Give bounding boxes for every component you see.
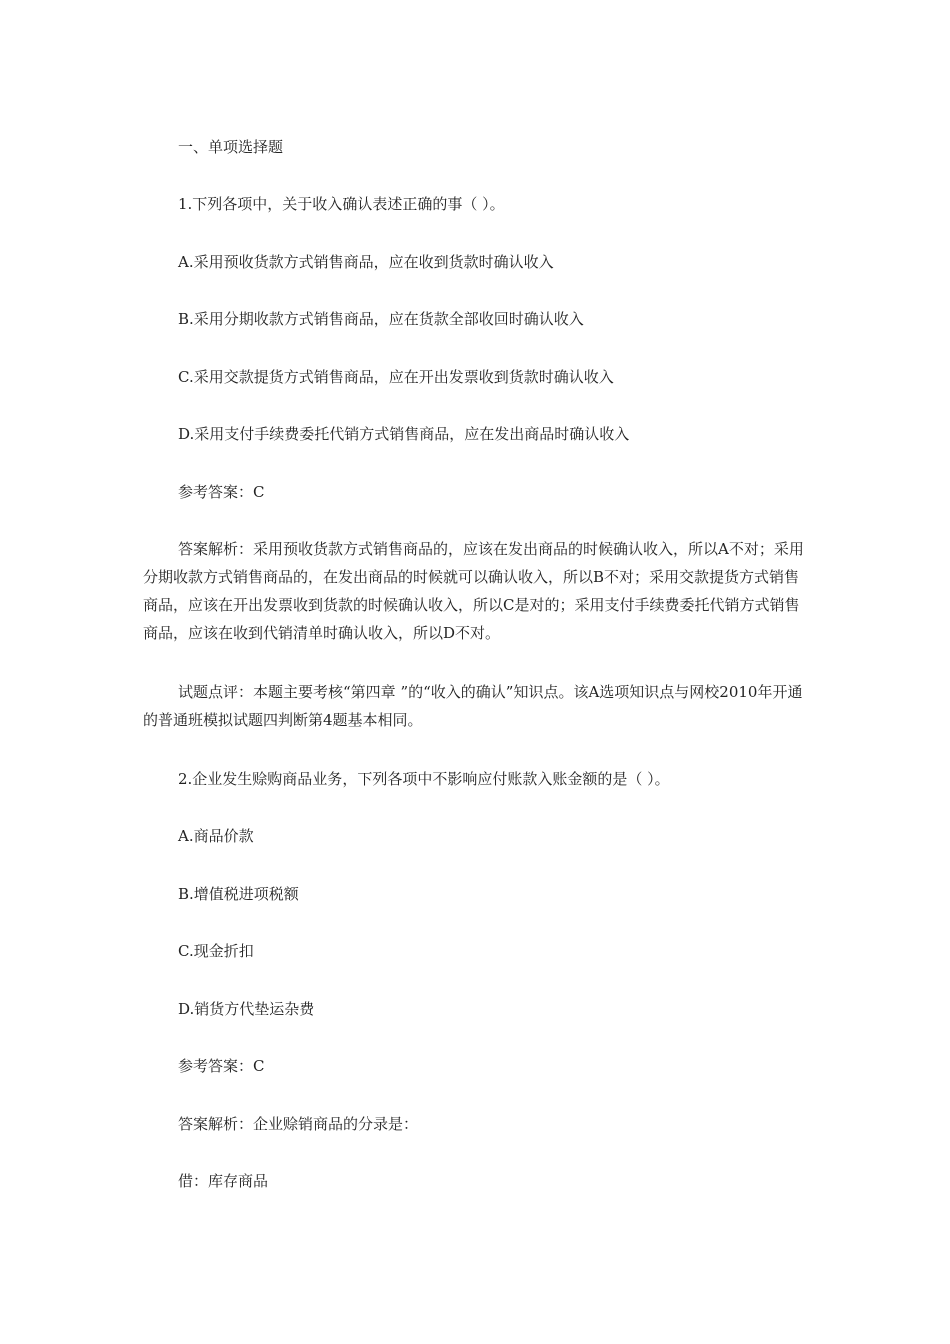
question-2-answer: 参考答案：C bbox=[178, 1057, 265, 1075]
question-1-analysis: 答案解析：采用预收货款方式销售商品的，应该在发出商品的时候确认收入，所以A不对；采用分期收款方式销售商品的，在发出商品的时候就可以确认收入，所以B不对；采用交款提货方式销售商品，应该在开出发票收到货款的时候确认收入，所以C是对的；采用支付手续费委托代销方式销售商品，应该在收到代销清单时确认收入，所以D不对。 bbox=[143, 540, 804, 642]
question-1-option-c: C.采用交款提货方式销售商品，应在开出发票收到货款时确认收入 bbox=[178, 368, 614, 386]
question-1-comment: 试题点评：本题主要考核“第四章 ”的“收入的确认”知识点。该A选项知识点与网校2010年开通的普通班模拟试题四判断第4题基本相同。 bbox=[143, 683, 803, 729]
question-1-stem: 1.下列各项中，关于收入确认表述正确的事（ ）。 bbox=[178, 195, 505, 213]
question-1-option-b: B.采用分期收款方式销售商品，应在货款全部收回时确认收入 bbox=[178, 310, 584, 328]
question-1-option-d: D.采用支付手续费委托代销方式销售商品，应在发出商品时确认收入 bbox=[178, 425, 630, 443]
question-1-answer: 参考答案：C bbox=[178, 483, 265, 501]
question-2-option-a: A.商品价款 bbox=[178, 827, 254, 845]
journal-entry-debit: 借：库存商品 bbox=[178, 1172, 269, 1190]
question-2-option-d: D.销货方代垫运杂费 bbox=[178, 1000, 315, 1018]
question-2-stem: 2.企业发生赊购商品业务，下列各项中不影响应付账款入账金额的是（ ）。 bbox=[178, 770, 670, 788]
question-2-analysis: 答案解析：企业赊销商品的分录是： bbox=[178, 1115, 419, 1133]
question-1-option-a: A.采用预收货款方式销售商品，应在收到货款时确认收入 bbox=[178, 253, 554, 271]
section-title: 一、单项选择题 bbox=[178, 138, 284, 156]
question-2-option-c: C.现金折扣 bbox=[178, 942, 254, 960]
question-2-option-b: B.增值税进项税额 bbox=[178, 885, 299, 903]
